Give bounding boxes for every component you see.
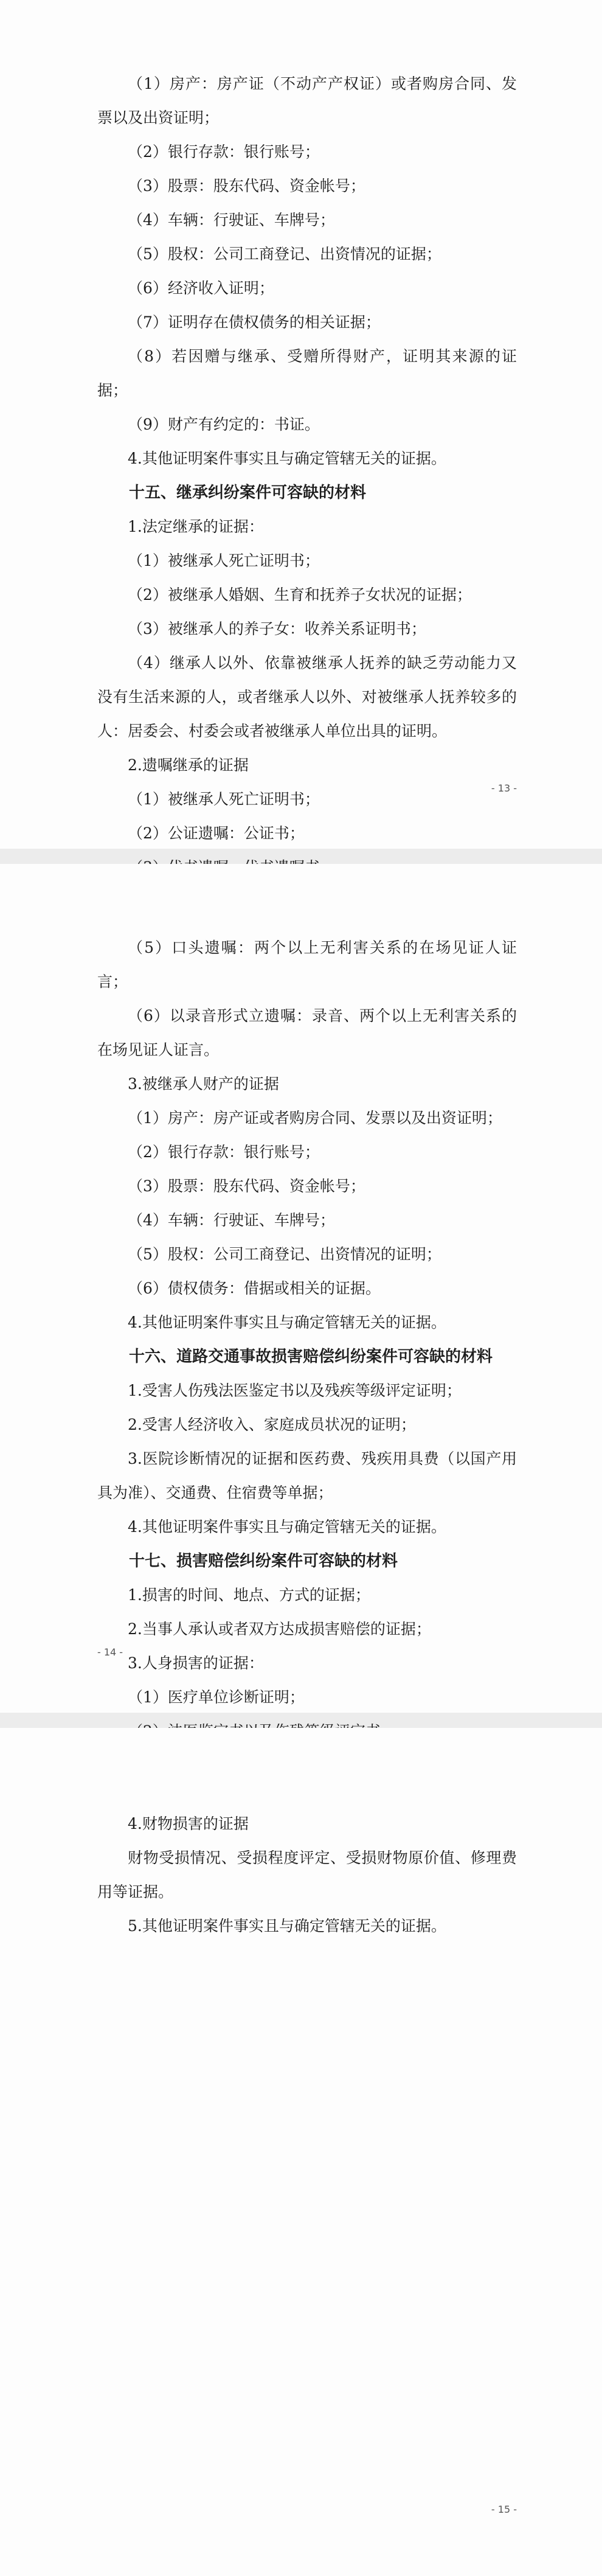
paragraph: （5）股权：公司工商登记、出资情况的证据； [128, 245, 441, 263]
paragraph: （4）车辆：行驶证、车牌号； [128, 211, 335, 229]
paragraph: 4.其他证明案件事实且与确定管辖无关的证据。 [128, 450, 446, 467]
paragraph: （5）口头遗嘱：两个以上无利害关系的在场见证人证言； [97, 939, 517, 990]
paragraph: （2）公证遗嘱：公证书； [128, 824, 305, 842]
paragraph: 4.其他证明案件事实且与确定管辖无关的证据。 [128, 1518, 446, 1536]
paragraph: （3）股票：股东代码、资金帐号； [128, 177, 365, 195]
paragraph: （8）若因赠与继承、受赠所得财产，证明其来源的证据； [97, 347, 517, 399]
paragraph: （1）被继承人死亡证明书； [128, 790, 320, 808]
document-page-14 [0, 864, 602, 1713]
paragraph: 3.人身损害的证据： [128, 1654, 264, 1672]
section-heading: 十六、道路交通事故损害赔偿纠纷案件可容缺的材料 [129, 1348, 493, 1366]
paragraph: （7）证明存在债权债务的相关证据； [128, 313, 381, 331]
paragraph: （2）银行存款：银行账号； [128, 1143, 320, 1161]
paragraph: （2）被继承人婚姻、生育和抚养子女状况的证据； [128, 586, 472, 604]
page-14-body [97, 931, 517, 1817]
page-15-body [97, 1807, 517, 1943]
paragraph: 5.其他证明案件事实且与确定管辖无关的证据。 [128, 1917, 446, 1935]
page-number: - 14 - [97, 1646, 123, 1658]
paragraph: 2.受害人经济收入、家庭成员状况的证明； [128, 1416, 416, 1433]
paragraph: （2）银行存款：银行账号； [128, 143, 320, 161]
paragraph: （4）车辆：行驶证、车牌号； [128, 1211, 335, 1229]
document-page-13 [0, 0, 602, 849]
paragraph: 1.受害人伤残法医鉴定书以及残疾等级评定证明； [128, 1382, 462, 1399]
page-13-body [97, 67, 517, 919]
paragraph: （5）股权：公司工商登记、出资情况的证明； [128, 1245, 441, 1263]
paragraph: 2.遗嘱继承的证据 [128, 756, 249, 774]
paragraph: （1）房产：房产证（不动产产权证）或者购房合同、发票以及出资证明； [97, 75, 517, 127]
paragraph: 4.财物损害的证据 [128, 1815, 249, 1833]
paragraph: 4.其他证明案件事实且与确定管辖无关的证据。 [128, 1314, 446, 1331]
paragraph: （1）房产：房产证或者购房合同、发票以及出资证明； [128, 1109, 502, 1127]
paragraph: 3.被继承人财产的证据 [128, 1075, 279, 1093]
paragraph: 1.法定继承的证据： [128, 518, 264, 535]
paragraph: （6）以录音形式立遗嘱：录音、两个以上无利害关系的在场见证人证言。 [97, 1007, 517, 1059]
paragraph: 1.损害的时间、地点、方式的证据； [128, 1586, 370, 1604]
paragraph: 财物受损情况、受损程度评定、受损财物原价值、修理费用等证据。 [97, 1849, 517, 1901]
paragraph: （3）被继承人的养子女：收养关系证明书； [128, 620, 426, 638]
paragraph: 2.当事人承认或者双方达成损害赔偿的证据； [128, 1620, 431, 1638]
paragraph: （6）经济收入证明； [128, 279, 274, 297]
paragraph: （6）债权债务：借据或相关的证据。 [128, 1279, 381, 1297]
paragraph: 3.医院诊断情况的证据和医药费、残疾用具费（以国产用具为准）、交通费、住宿费等单据； [97, 1450, 517, 1502]
paragraph: （3）股票：股东代码、资金帐号； [128, 1177, 365, 1195]
paragraph: （9）财产有约定的：书证。 [128, 416, 320, 433]
section-heading: 十五、继承纠纷案件可容缺的材料 [129, 484, 367, 502]
document-page-15 [0, 1728, 602, 2576]
page-number: - 13 - [491, 782, 517, 794]
section-heading: 十七、损害赔偿纠纷案件可容缺的材料 [129, 1552, 398, 1570]
paragraph: （1）被继承人死亡证明书； [128, 552, 320, 569]
paragraph: （4）继承人以外、依靠被继承人抚养的缺乏劳动能力又没有生活来源的人，或者继承人以外、对被继承人抚养较多的人：居委会、村委会或者被继承人单位出具的证明。 [97, 654, 517, 740]
page-number: - 15 - [491, 2504, 517, 2515]
paragraph: （1）医疗单位诊断证明； [128, 1688, 305, 1706]
